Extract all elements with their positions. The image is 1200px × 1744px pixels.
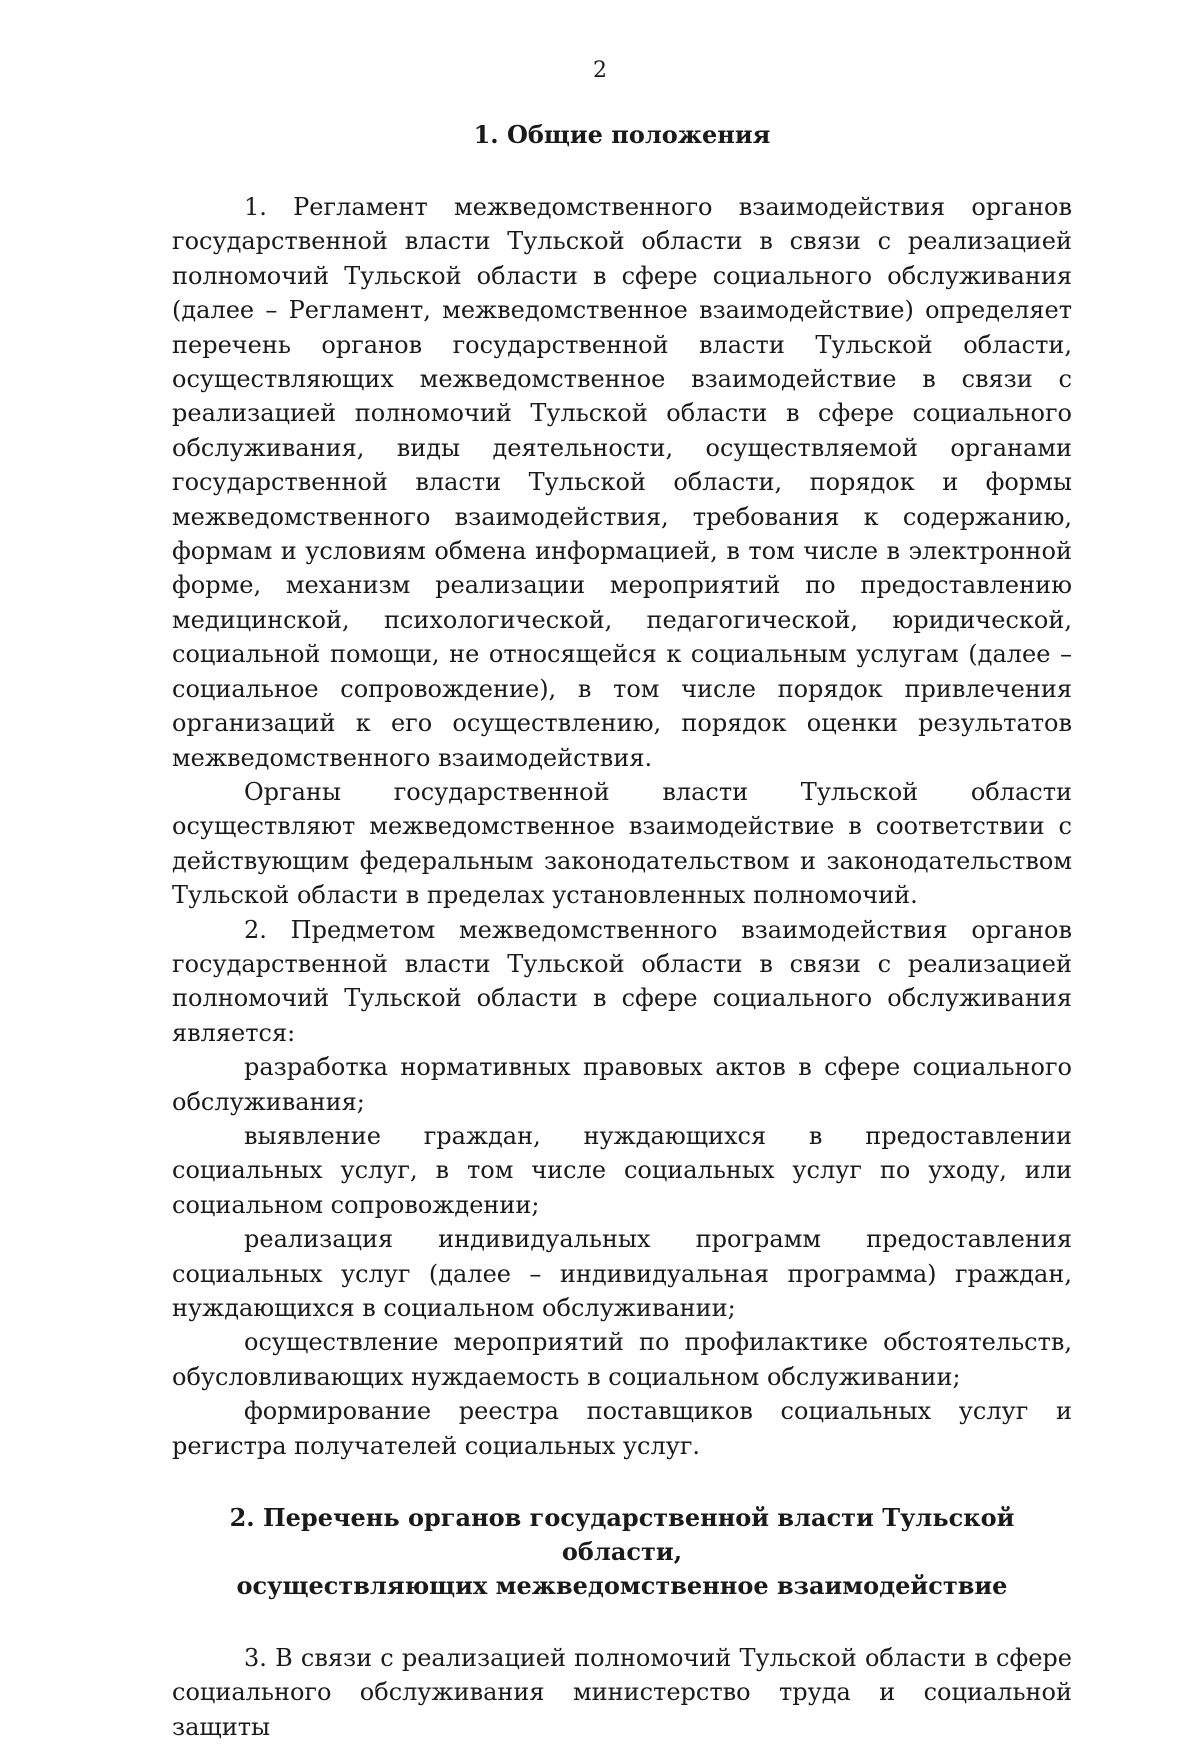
list-item-identify-citizens: выявление граждан, нуждающихся в предоставлении социальных услуг, в том числе социальных услуг по уходу, или социальном сопровождении;: [172, 1121, 1072, 1219]
paragraph-1-regulation: 1. Регламент межведомственного взаимодействия органов государственной власти Тульской области в связи с реализацией полномочий Тульской области в сфере социального обслуживания (далее – Регламент, межведомственное взаимодействие) определяет перечень органов государственной власти Тульской области, осуществляющих межведомственное взаимодействие в связи с реализацией полномочий Тульской области в сфере социального обслуживания, виды деятельности, осуществляемой органами государственной власти Тульской области, порядок и формы межведомственного взаимодействия, требования к содержанию, формам и условиям обмена информацией, в том числе в электронной форме, механизм реализации мероприятий по предоставлению медицинской, психологической, педагогической, юридической, социальной помощи, не относящейся к социальным услугам (далее – социальное сопровождение), в том числе порядок привлечения организаций к его осуществлению, порядок оценки результатов межведомственного взаимодействия.: [172, 193, 1072, 772]
list-item-individual-programs: реализация индивидуальных программ предоставления социальных услуг (далее – индивидуальная программа) граждан, нуждающихся в социальном обслуживании;: [172, 1225, 1072, 1322]
section-heading-general: 1. Общие положения: [473, 120, 771, 149]
paragraph-2-subject: 2. Предметом межведомственного взаимодействия органов государственной власти Тульской области в связи с реализацией полномочий Тульской области в сфере социального обслуживания является:: [172, 915, 1072, 1047]
list-item-normative-acts: разработка нормативных правовых актов в сфере социального обслуживания;: [172, 1053, 1072, 1116]
section-heading-authorities-list: [172, 1501, 1072, 1603]
paragraph-3-ministry: 3. В связи с реализацией полномочий Тульской области в сфере социального обслуживания министерство труда и социальной защиты: [172, 1644, 1072, 1741]
section-heading-line-2: осуществляющих межведомственное взаимодействие: [236, 1571, 1008, 1601]
list-item-prevention: осуществление мероприятий по профилактике обстоятельств, обусловливающих нуждаемость в социальном обслуживании;: [172, 1328, 1072, 1391]
document-body: [172, 118, 1072, 1744]
section-heading-line-1: 2. Перечень органов государственной власти Тульской области,: [229, 1503, 1015, 1567]
page-number: 2: [593, 58, 607, 83]
list-item-registry: формирование реестра поставщиков социальных услуг и регистра получателей социальных услуг.: [172, 1397, 1072, 1460]
paragraph-authorities: Органы государственной власти Тульской области осуществляют межведомственное взаимодействие в соответствии с действующим федеральным законодательством и законодательством Тульской области в пределах установленных полномочий.: [172, 777, 1072, 910]
